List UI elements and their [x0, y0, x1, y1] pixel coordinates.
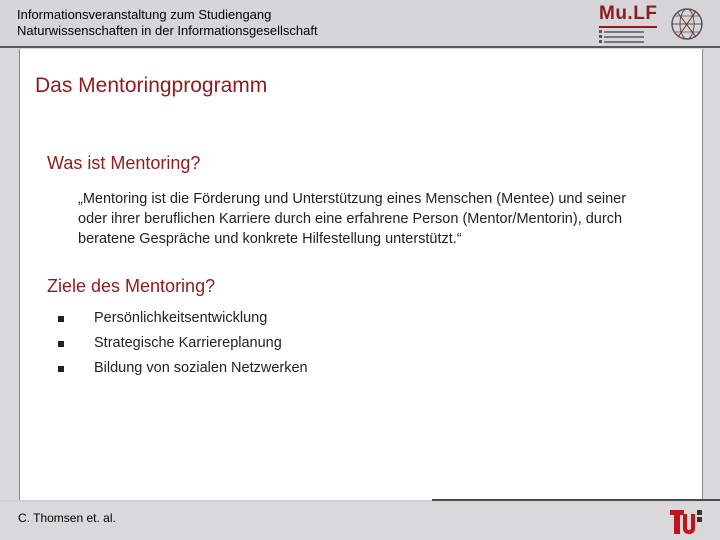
globe-icon: [668, 3, 706, 45]
footer-divider-left: [0, 500, 432, 502]
slide-content-area: [19, 49, 703, 501]
slide-header: [0, 0, 720, 48]
header-title: [17, 7, 318, 39]
footer-author: C. Thomsen et. al.: [18, 511, 116, 525]
bullet-text: Bildung von sozialen Netzwerken: [94, 360, 308, 376]
mulf-logo: [596, 3, 708, 45]
slide-title: Das Mentoringprogramm: [35, 74, 268, 97]
bullet-text: Strategische Karriereplanung: [94, 335, 282, 351]
mulf-logo-subtitle: [599, 29, 674, 44]
bullet-icon: [58, 341, 64, 347]
mulf-logo-text: Mu.LF: [599, 3, 658, 24]
header-title-line1: Informationsveranstaltung zum Studiengang: [17, 7, 272, 22]
bullet-text: Persönlichkeitsentwicklung: [94, 310, 268, 326]
footer-divider-right: [432, 499, 720, 501]
section-heading-goals: Ziele des Mentoring?: [47, 276, 216, 296]
header-title-line2: Naturwissenschaften in der Informationsgesellschaft: [17, 23, 318, 38]
mulf-logo-underline: [599, 26, 657, 28]
section-heading-what-is-mentoring: Was ist Mentoring?: [47, 153, 201, 173]
bullet-icon: [58, 316, 64, 322]
tu-berlin-logo-icon: [668, 507, 704, 537]
header-divider: [0, 46, 720, 48]
bullet-icon: [58, 366, 64, 372]
mentoring-definition-quote: „Mentoring ist die Förderung und Unterstützung eines Menschen (Mentee) und seiner oder ihrer beruflichen Karriere durch eine erfahrene Person (Mentor/Mentorin), durch beratene Gespräche und konkrete Hilfestellung unterstützt.“: [78, 191, 627, 247]
